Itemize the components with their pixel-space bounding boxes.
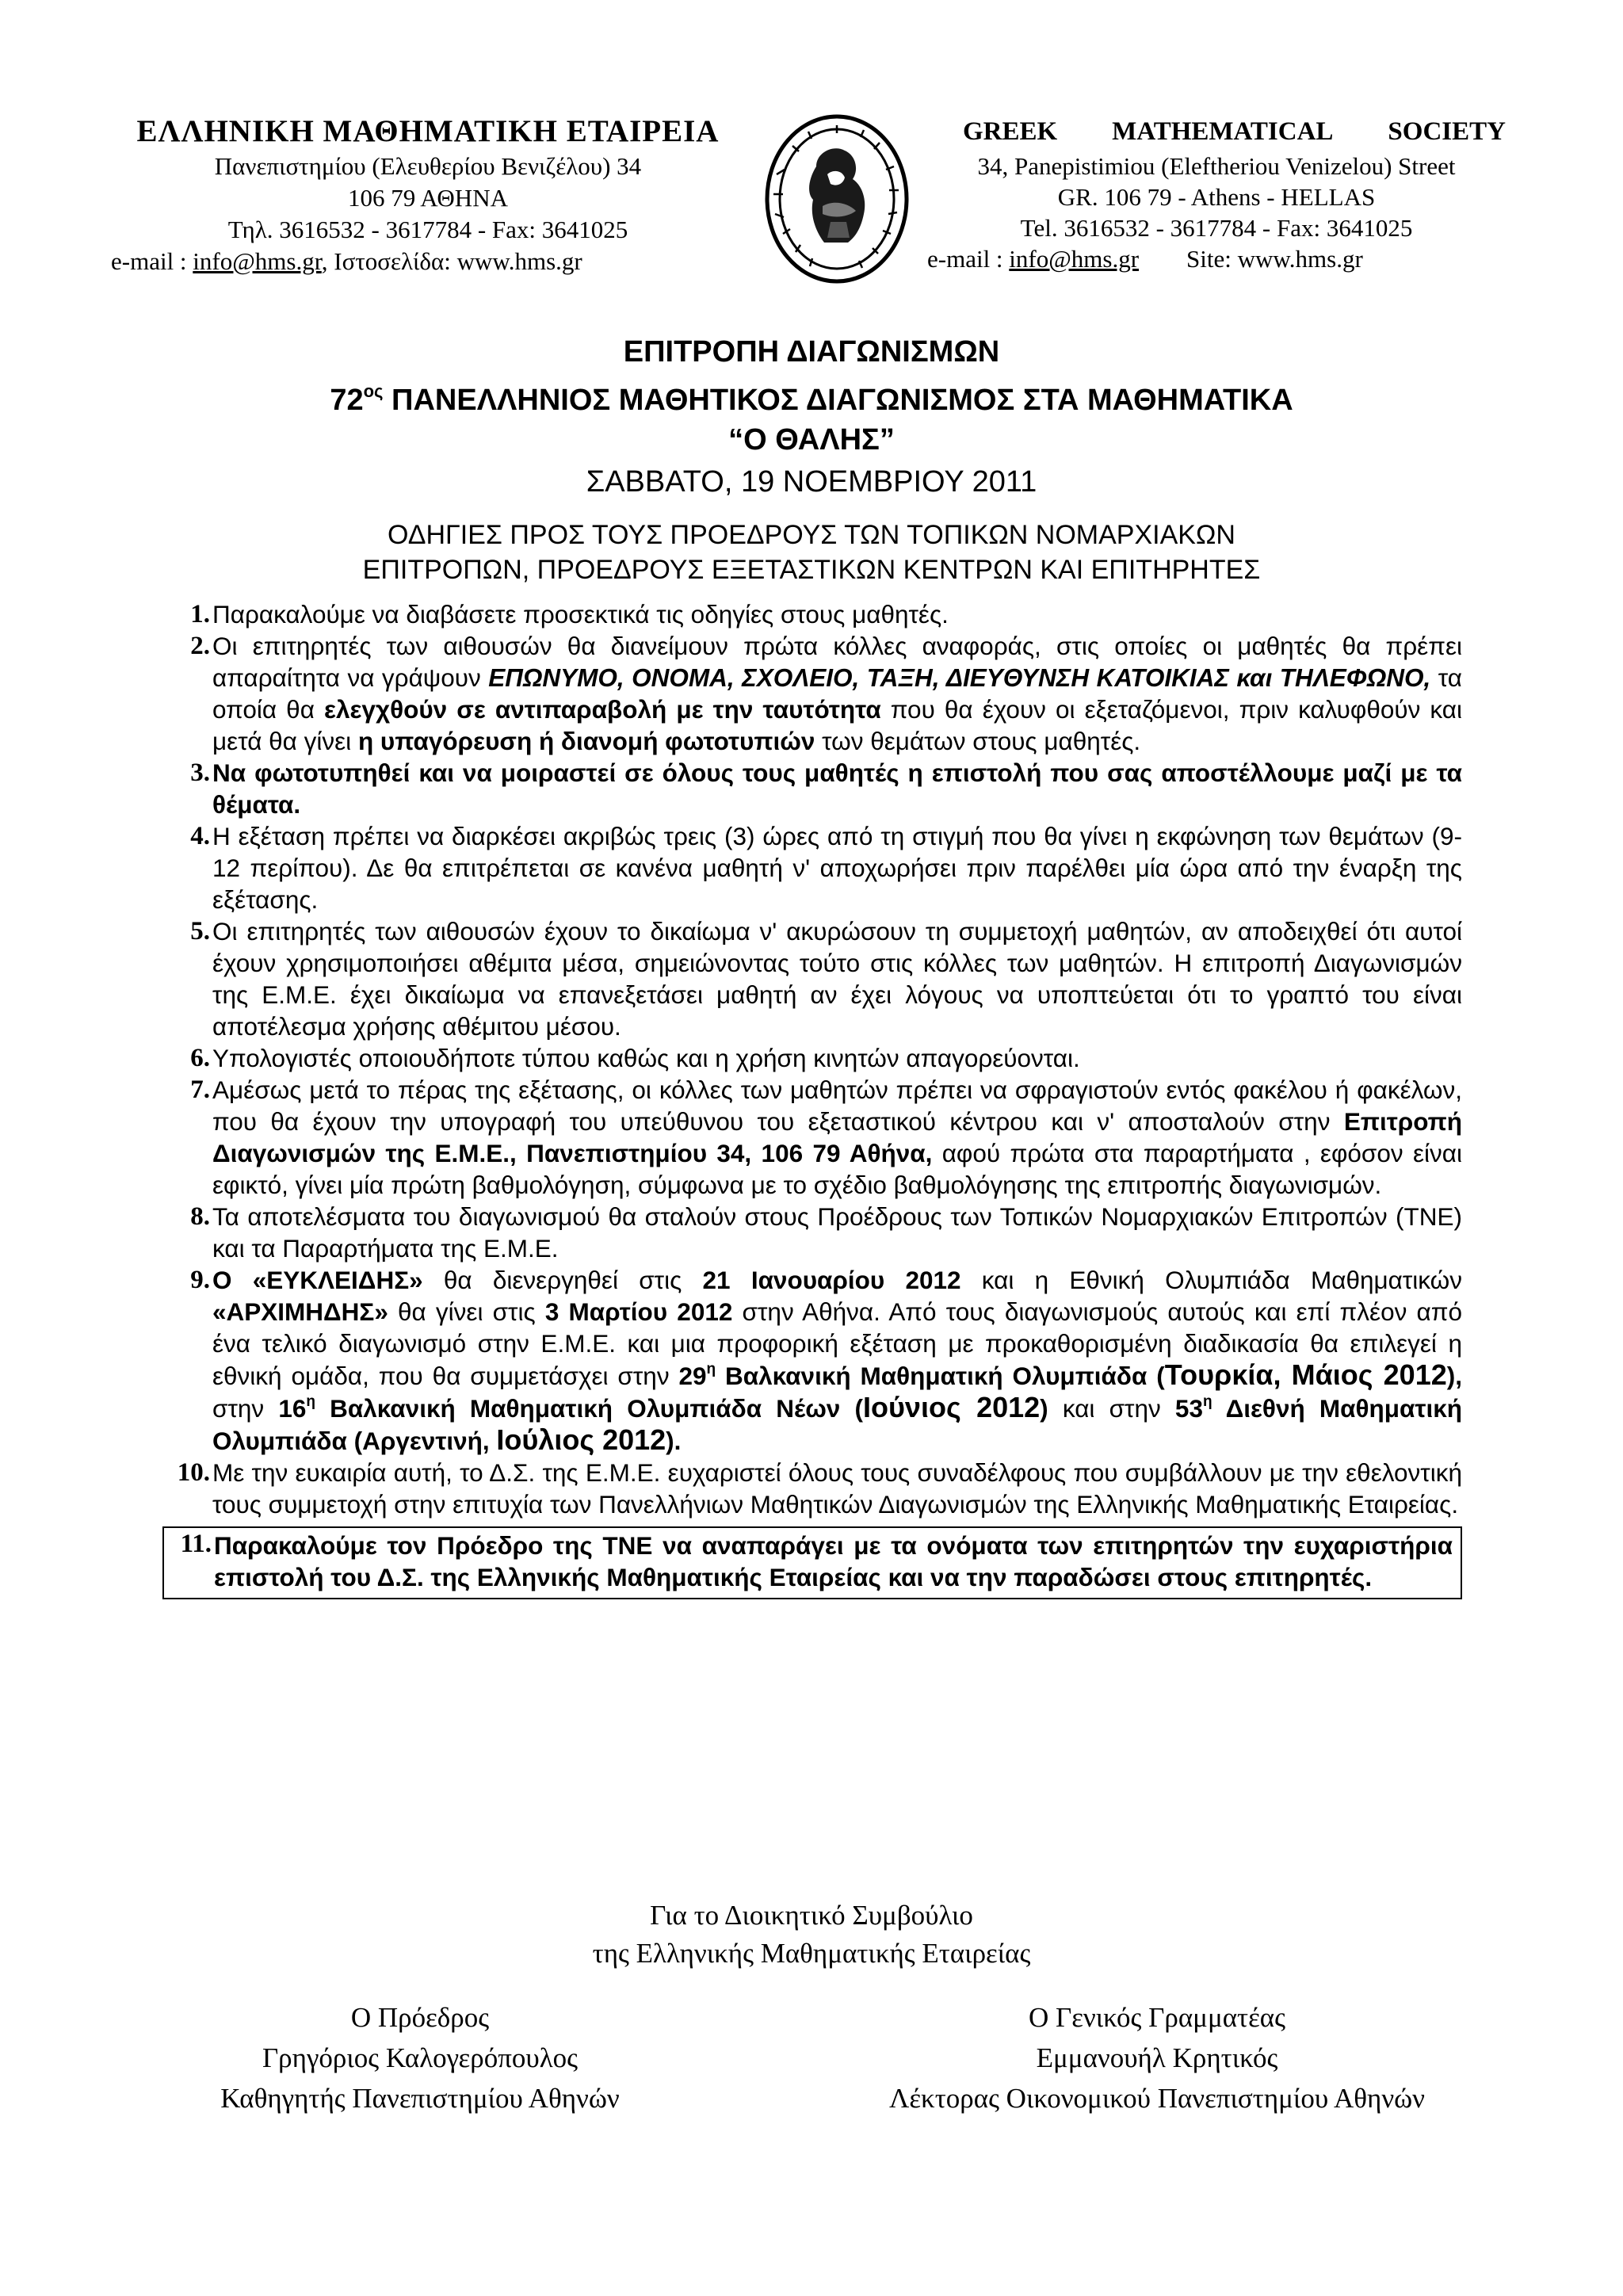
item-number: 7. <box>190 1075 210 1104</box>
instructions-list <box>162 598 1462 1599</box>
item-text: Να φωτοτυπηθεί και να μοιραστεί σε όλους τους μαθητές η επιστολή που σας αποστέλλουμε μαζί με τα θέματα. <box>212 758 1462 819</box>
signature-line-1: Για το Διοικητικό Συμβούλιο <box>650 1900 973 1931</box>
contest-date: ΣΑΒΒΑΤΟ, 19 ΝΟΕΜΒΡΙΟΥ 2011 <box>586 465 1037 499</box>
website-text: , Ιστοσελίδα: www.hms.gr <box>321 247 582 275</box>
item-text: που θα έχουν οι εξεταζόμενοι, πριν καλυφθούν και μετά θα γίνει <box>212 695 1462 755</box>
item-text: Τα αποτελέσματα του διαγωνισμού θα σταλούν στους Προέδρους των Τοπικών Νομαρχιακών Επιτροπών (ΤΝΕ) και τα Παραρτήματα της Ε.Μ.Ε. <box>212 1202 1462 1263</box>
instruction-item-9 <box>162 1264 1462 1457</box>
phone-english: Tel. 3616532 - 3617784 - Fax: 3641025 <box>1020 214 1413 242</box>
item-text: Παρακαλούμε τον Πρόεδρο της ΤΝΕ να αναπαράγει με τα ονόματα των επιτηρητών την ευχαριστήρια επιστολή του Δ.Σ. της Ελληνικής Μαθηματικής Εταιρείας και να την παραδώσει στους επιτηρητές. <box>214 1531 1453 1591</box>
contest-ordinal: ος <box>363 381 384 401</box>
postal-greek: 106 79 ΑΘΗΝΑ <box>348 184 508 212</box>
instruction-item-6 <box>162 1042 1462 1074</box>
letterhead-greek <box>111 113 745 277</box>
item-text: Παρακαλούμε να διαβάσετε προσεκτικά τις οδηγίες στους μαθητές. <box>212 600 949 628</box>
instruction-item-4 <box>162 820 1462 915</box>
instruction-item-8 <box>162 1201 1462 1264</box>
item-number: 11. <box>180 1530 212 1558</box>
society-seal-icon <box>761 111 913 287</box>
item-number: 3. <box>190 758 210 787</box>
item-text: των θεμάτων στους μαθητές. <box>815 727 1141 755</box>
item-emphasis: 3 Μαρτίου 2012 <box>544 1297 733 1326</box>
org-word-1: GREEK <box>963 117 1058 146</box>
item-emphasis: «ΑΡΧΙΜΗΔΗΣ» <box>212 1297 388 1326</box>
item-emphasis: Ο «ΕΥΚΛΕΙΔΗΣ» <box>212 1266 423 1294</box>
ordinal-suffix: η <box>706 1361 716 1377</box>
contest-number: 72 <box>330 384 364 417</box>
phone-greek: Τηλ. 3616532 - 3617784 - Fax: 3641025 <box>227 216 628 243</box>
item-emphasis: Ιούλιος 2012 <box>496 1423 666 1456</box>
instruction-item-1 <box>162 598 1462 630</box>
email-link-en[interactable]: info@hms.gr <box>1009 245 1140 273</box>
item-text: Με την ευκαιρία αυτή, το Δ.Σ. της Ε.Μ.Ε. ευχαριστεί όλους τους συναδέλφους που συμβάλλουν με την εθελοντική τους συμμετοχή στην επιτυχία των Πανελλήνιων Μαθητικών Διαγωνισμών της Ελληνικής Μαθηματικής Εταιρείας. <box>212 1458 1462 1519</box>
item-number: 5. <box>190 917 210 946</box>
item-text: στην Αθήνα. Από τους διαγωνισμούς αυτούς και επί πλέον από ένα τελικό διαγωνισμό στην Ε.Μ.Ε. και μια προφορική εξέταση με προκαθορισμένη διαδικασία θα επιλεγεί η εθνική ομάδα, που θα συμμετάσχει στην <box>212 1297 1462 1390</box>
instruction-item-3 <box>162 757 1462 820</box>
signatory-role: Ο Γενικός Γραμματέας <box>1028 2002 1286 2033</box>
email-label: e-mail : <box>111 247 193 275</box>
item-text: Οι επιτηρητές των αιθουσών έχουν το δικαίωμα ν' ακυρώσουν τη συμμετοχή μαθητών, αν αποδειχθεί ότι αυτοί έχουν χρησιμοποιήσει αθέμιτα μέσα, σημειώνοντας τούτο στις κόλλες των μαθητών. Η επιτροπή Διαγωνισμών της Ε.Μ.Ε. έχει δικαίωμα να επανεξετάσει μαθητή αν έχει λόγους να υποπτεύεται ότι το γραπτό του είναι αποτέλεσμα χρήσης αθέμιτου μέσου. <box>212 917 1462 1041</box>
ordinal-suffix: η <box>1202 1393 1212 1410</box>
item-text: Η εξέταση πρέπει να διαρκέσει ακριβώς τρεις (3) ώρες από τη στιγμή που θα γίνει η εκφώνηση των θεμάτων (9-12 περίπου). Δε θα επιτρέπεται σε κανένα μαθητή ν' αποχωρήσει πριν παρέλθει μία ώρα από την έναρξη της εξέτασης. <box>212 822 1462 914</box>
item-emphasis: ΕΠΩΝΥΜΟ, ΟΝΟΜΑ, ΣΧΟΛΕΙΟ, ΤΑΞΗ, ΔΙΕΥΘΥΝΣΗ ΚΑΤΟΙΚΙΑΣ και ΤΗΛΕΦΩΝΟ, <box>488 663 1431 692</box>
signatory-role: Ο Πρόεδρος <box>350 2002 490 2033</box>
org-name-greek: ΕΛΛΗΝΙΚΗ ΜΑΘΗΜΑΤΙΚΗ ΕΤΑΙΡΕΙΑ <box>136 114 720 148</box>
postal-english: GR. 106 79 - Athens - HELLAS <box>1057 183 1376 211</box>
item-emphasis: ). <box>666 1427 682 1455</box>
letterhead-english <box>927 113 1506 274</box>
item-emphasis: ), <box>1446 1362 1462 1390</box>
item-text: τα οποία θα <box>212 663 1462 724</box>
item-number: 9. <box>190 1266 210 1294</box>
item-text: θα γίνει στις <box>388 1297 545 1326</box>
email-link[interactable]: info@hms.gr <box>193 247 322 275</box>
item-number: 6. <box>190 1044 210 1072</box>
committee-title: ΕΠΙΤΡΟΠΗ ΔΙΑΓΩΝΙΣΜΩΝ <box>623 335 1000 369</box>
item-number: 8. <box>190 1202 210 1231</box>
org-word-3: SOCIETY <box>1388 117 1506 146</box>
signatory-title: Καθηγητής Πανεπιστημίου Αθηνών <box>220 2083 620 2114</box>
item-text: θα διενεργηθεί στις <box>422 1266 703 1294</box>
instructions-heading-2: ΕΠΙΤΡΟΠΩΝ, ΠΡΟΕΔΡΟΥΣ ΕΞΕΤΑΣΤΙΚΩΝ ΚΕΝΤΡΩΝ ΚΑΙ ΕΠΙΤΗΡΗΤΕΣ <box>362 555 1261 585</box>
item-emphasis: ελεγχθούν σε αντιπαραβολή με την ταυτότητα <box>324 695 881 724</box>
title-block <box>0 331 1623 587</box>
item-text: αφού πρώτα στα παραρτήματα , εφόσον είναι εφικτό, γίνει μία πρώτη βαθμολόγηση, σύμφωνα με το σχέδιο βαθμολόγησης της επιτροπής διαγωνισμών. <box>212 1139 1462 1199</box>
item-number: 2. <box>190 632 210 660</box>
item-emphasis: 29 <box>678 1362 707 1390</box>
signatory-title: Λέκτορας Οικονομικού Πανεπιστημίου Αθηνών <box>888 2083 1426 2114</box>
instruction-item-5 <box>162 915 1462 1042</box>
item-emphasis: ) <box>1040 1394 1048 1423</box>
item-emphasis: Επιτροπή Διαγωνισμών της Ε.Μ.Ε., Πανεπιστημίου 34, 106 79 Αθήνα, <box>212 1107 1462 1167</box>
instruction-item-2 <box>162 630 1462 757</box>
item-emphasis: 21 Ιανουαρίου 2012 <box>702 1266 961 1294</box>
contest-text: ΠΑΝΕΛΛΗΝΙΟΣ ΜΑΘΗΤΙΚΟΣ ΔΙΑΓΩΝΙΣΜΟΣ ΣΤΑ ΜΑΘΗΜΑΤΙΚΑ <box>383 384 1293 417</box>
instruction-item-11-boxed <box>162 1526 1462 1599</box>
address-english: 34, Panepistimiou (Eleftheriou Venizelou) Street <box>977 152 1456 180</box>
signatory-name: Γρηγόριος Καλογερόπουλος <box>262 2042 579 2073</box>
item-emphasis: Διεθνή Μαθηματική Ολυμπιάδα (Αργεντινή, <box>212 1394 1463 1455</box>
signature-president <box>143 1997 697 2118</box>
item-emphasis: Τουρκία, Μάιος 2012 <box>1164 1358 1447 1391</box>
website-text-en: Site: www.hms.gr <box>1186 245 1363 273</box>
item-emphasis: 53 <box>1174 1394 1203 1423</box>
org-word-2: MATHEMATICAL <box>1112 117 1334 146</box>
contest-name: “Ο ΘΑΛΗΣ” <box>728 423 895 457</box>
item-text: Υπολογιστές οποιουδήποτε τύπου καθώς και η χρήση κινητών απαγορεύονται. <box>212 1044 1080 1072</box>
contact-line-english <box>927 243 1506 274</box>
item-number: 1. <box>190 600 210 628</box>
item-text: και η Εθνική Ολυμπιάδα Μαθηματικών <box>960 1266 1462 1294</box>
item-text: στην <box>212 1394 279 1423</box>
instructions-heading-1: ΟΔΗΓΙΕΣ ΠΡΟΣ ΤΟΥΣ ΠΡΟΕΔΡΟΥΣ ΤΩΝ ΤΟΠΙΚΩΝ ΝΟΜΑΡΧΙΑΚΩΝ <box>388 520 1235 550</box>
item-text: και στην <box>1048 1394 1175 1423</box>
item-emphasis: Ιούνιος 2012 <box>862 1391 1041 1423</box>
email-label-en: e-mail : <box>927 245 1010 273</box>
address-greek: Πανεπιστημίου (Ελευθερίου Βενιζέλου) 34 <box>214 152 642 180</box>
item-text: Αμέσως μετά το πέρας της εξέτασης, οι κόλλες των μαθητών πρέπει να σφραγιστούν εντός φακέλου ή φακέλων, που θα έχουν την υπογραφή του υπεύθυνου του εξεταστικού κέντρου και ν' αποσταλούν στην <box>212 1075 1462 1136</box>
signatory-name: Εμμανουήλ Κρητικός <box>1036 2042 1278 2073</box>
signature-line-2: της Ελληνικής Μαθηματικής Εταιρείας <box>592 1938 1031 1969</box>
signature-heading <box>0 1897 1623 1973</box>
instruction-item-10 <box>162 1457 1462 1520</box>
item-number: 4. <box>190 822 210 850</box>
item-emphasis: η υπαγόρευση ή διανομή φωτοτυπιών <box>357 727 815 755</box>
contest-title <box>0 372 1623 419</box>
ordinal-suffix: η <box>306 1393 315 1410</box>
item-emphasis: 16 <box>278 1394 307 1423</box>
instruction-item-7 <box>162 1074 1462 1201</box>
item-text: Οι επιτηρητές των αιθουσών θα διανείμουν πρώτα κόλλες αναφοράς, στις οποίες οι μαθητές θα πρέπει απαραίτητα να γράψουν <box>212 632 1462 692</box>
contact-line-greek <box>111 246 745 277</box>
org-name-english <box>927 113 1506 151</box>
item-emphasis: Βαλκανική Μαθηματική Ολυμπιάδα ( <box>716 1362 1165 1390</box>
signature-secretary <box>808 1997 1506 2118</box>
item-emphasis: Βαλκανική Μαθηματική Ολυμπιάδα Νέων ( <box>315 1394 863 1423</box>
item-number: 10. <box>177 1458 210 1487</box>
